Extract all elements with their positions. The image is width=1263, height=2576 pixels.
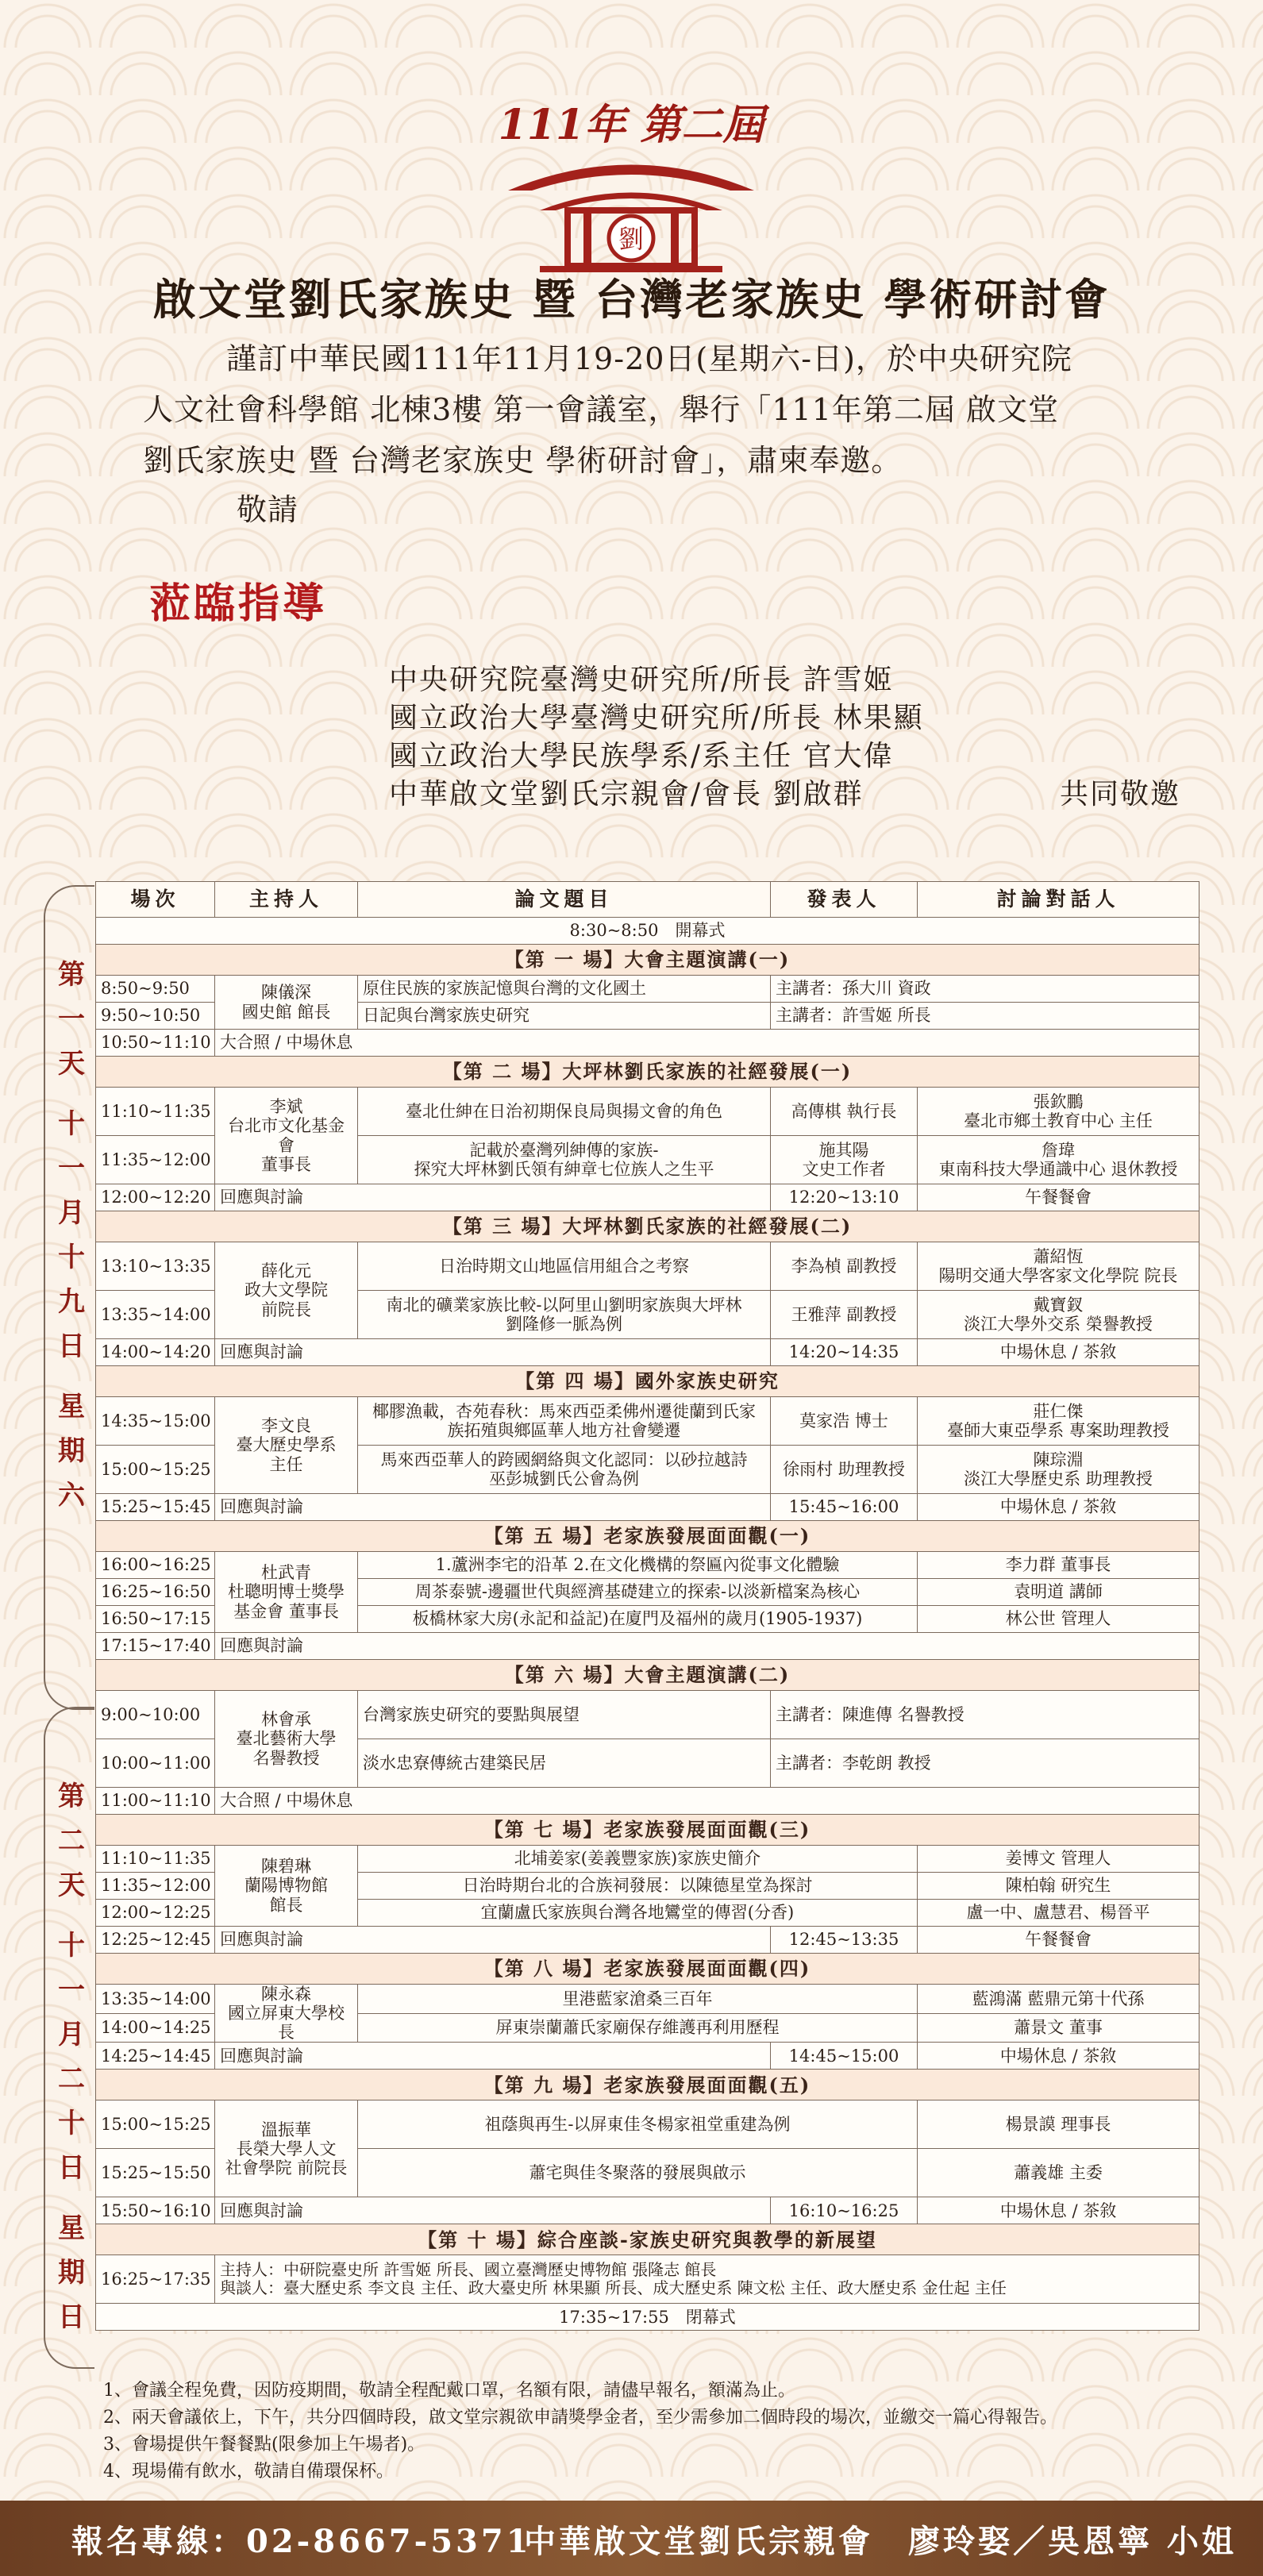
table-cell: 日治時期文山地區信用組合之考察 — [358, 1242, 771, 1291]
day-char: 期 — [58, 2257, 85, 2289]
day2-label — [56, 1774, 87, 2339]
day-char: 一 — [58, 1003, 85, 1035]
guest-1: 中央研究院臺灣史研究所/所長 許雪姬 — [389, 664, 894, 696]
day-char: 星 — [58, 1391, 85, 1423]
day-char: 一 — [58, 1153, 85, 1184]
day-char: 十 — [58, 2108, 85, 2139]
table-cell: 14:20~14:35 — [771, 1339, 918, 1366]
table-cell: 蕭義雄 主委 — [918, 2149, 1199, 2197]
table-cell: 屏東崇蘭蕭氏家廟保存維護再利用歷程 — [358, 2013, 918, 2043]
table-cell: 12:00~12:20 — [96, 1184, 215, 1211]
table-cell: 12:20~13:10 — [771, 1184, 918, 1211]
session-10: 【第 十 場】綜合座談-家族史研究與教學的新展望 — [96, 2224, 1199, 2255]
session-2: 【第 二 場】大坪林劉氏家族的社經發展(一) — [96, 1057, 1199, 1088]
day-char: 星 — [58, 2212, 85, 2244]
table-cell: 北埔姜家(姜義豐家族)家族史簡介 — [358, 1846, 918, 1873]
guest-4: 中華啟文堂劉氏宗親會/會長 劉啟群 — [389, 778, 864, 811]
table-cell: 高傳棋 執行長 — [771, 1088, 918, 1136]
col-host: 主持人 — [215, 882, 358, 918]
table-cell: 11:10~11:35 — [96, 1088, 215, 1136]
page-title: 啟文堂劉氏家族史 暨 台灣老家族史 學術研討會 — [152, 274, 1111, 325]
table-cell: 回應與討論 — [215, 2043, 771, 2070]
table-cell: 板橋林家大房(永記和益記)在廈門及福州的歲月(1905-1937) — [358, 1606, 918, 1633]
day-char: 十 — [58, 1242, 85, 1273]
table-cell: 日記與台灣家族史研究 — [358, 1003, 771, 1030]
table-cell: 藍鴻滿 藍鼎元第十代孫 — [918, 1985, 1199, 2014]
session-1: 【第 一 場】大會主題演講(一) — [96, 945, 1199, 976]
table-cell: 15:50~16:10 — [96, 2197, 215, 2224]
table-cell: 17:15~17:40 — [96, 1633, 215, 1660]
day-char: 日 — [58, 2301, 85, 2333]
table-cell: 12:00~12:25 — [96, 1900, 215, 1927]
intro-line-2: 人文社會科學館 北棟3樓 第一會議室，舉行「111年第二屆 啟文堂 — [143, 392, 1059, 427]
table-cell: 14:25~14:45 — [96, 2043, 215, 2070]
col-session: 場次 — [96, 882, 215, 918]
table-cell: 回應與討論 — [215, 1184, 771, 1211]
table-cell: 莊仁傑 臺師大東亞學系 專案助理教授 — [918, 1397, 1199, 1446]
table-cell: 淡水忠寮傳統古建築民居 — [358, 1739, 771, 1788]
table-cell: 9:50~10:50 — [96, 1003, 215, 1030]
table-cell: 李文良 臺大歷史學系 主任 — [215, 1397, 358, 1494]
table-cell: 11:35~12:00 — [96, 1873, 215, 1900]
day-char: 六 — [58, 1480, 85, 1511]
table-cell: 陳柏翰 研究生 — [918, 1873, 1199, 1900]
table-cell: 主講者：許雪姬 所長 — [771, 1003, 1199, 1030]
note-2: 2、兩天會議依上，下午，共分四個時段，啟文堂宗親欲申請獎學金者，至少需參加二個時段的場次，並繳交一篇心得報告。 — [103, 2408, 1058, 2428]
table-cell: 14:00~14:25 — [96, 2013, 215, 2043]
table-cell: 盧一中、盧慧君、楊晉平 — [918, 1900, 1199, 1927]
table-cell: 馬來西亞華人的跨國網絡與文化認同：以砂拉越詩 巫彭城劉氏公會為例 — [358, 1446, 771, 1494]
table-cell: 16:00~16:25 — [96, 1552, 215, 1579]
table-cell: 記載於臺灣列紳傳的家族- 探究大坪林劉氏領有紳章七位族人之生平 — [358, 1136, 771, 1184]
day-char: 第 — [58, 1781, 85, 1812]
day-char: 月 — [58, 2019, 85, 2050]
table-cell: 蕭紹恆 陽明交通大學客家文化學院 院長 — [918, 1242, 1199, 1291]
table-cell: 施其陽 文史工作者 — [771, 1136, 918, 1184]
table-cell: 16:50~17:15 — [96, 1606, 215, 1633]
note-1: 1、會議全程免費，因防疫期間，敬請全程配戴口罩，名額有限，請儘早報名，額滿為止。 — [103, 2381, 796, 2401]
table-cell: 回應與討論 — [215, 1494, 771, 1521]
col-paper: 論文題目 — [358, 882, 771, 918]
table-cell: 李斌 台北市文化基金會 董事長 — [215, 1088, 358, 1184]
day-char: 天 — [58, 1869, 85, 1901]
table-cell: 中場休息 / 茶敘 — [918, 2043, 1199, 2070]
session-8: 【第 八 場】老家族發展面面觀(四) — [96, 1954, 1199, 1985]
table-cell: 陳永森 國立屏東大學校長 — [215, 1985, 358, 2043]
table-cell: 大合照 / 中場休息 — [215, 1788, 1199, 1815]
table-cell: 溫振華 長榮大學人文 社會學院 前院長 — [215, 2100, 358, 2197]
table-cell: 詹瑋 東南科技大學通識中心 退休教授 — [918, 1136, 1199, 1184]
table-cell: 15:00~15:25 — [96, 1446, 215, 1494]
table-cell: 台灣家族史研究的要點與展望 — [358, 1691, 771, 1739]
note-4: 4、現場備有飲水，敬請自備環保杯。 — [103, 2462, 394, 2482]
intro-line-1: 謹訂中華民國111年11月19-20日(星期六-日)，於中央研究院 — [226, 341, 1072, 376]
day-char: 十 — [58, 1930, 85, 1962]
table-cell: 16:25~16:50 — [96, 1579, 215, 1606]
table-cell: 13:35~14:00 — [96, 1291, 215, 1339]
day-char — [56, 1908, 87, 1923]
table-cell: 11:00~11:10 — [96, 1788, 215, 1815]
schedule-table — [95, 881, 1199, 2331]
table-cell: 李力群 董事長 — [918, 1552, 1199, 1579]
table-cell: 中場休息 / 茶敘 — [918, 1339, 1199, 1366]
table-cell: 大合照 / 中場休息 — [215, 1030, 1199, 1057]
table-cell: 陳琮淵 淡江大學歷史系 助理教授 — [918, 1446, 1199, 1494]
table-cell: 南北的礦業家族比較-以阿里山劉明家族與大坪林 劉隆修一脈為例 — [358, 1291, 771, 1339]
table-cell: 1.蘆洲李宅的沿革 2.在文化機構的祭匾內從事文化體驗 — [358, 1552, 918, 1579]
logo-char: 劉 — [618, 224, 645, 254]
table-cell: 里港藍家滄桑三百年 — [358, 1985, 918, 2014]
table-cell: 9:00~10:00 — [96, 1691, 215, 1739]
table-cell: 11:10~11:35 — [96, 1846, 215, 1873]
day-char: 月 — [58, 1197, 85, 1229]
day-char — [56, 2190, 87, 2206]
session-6: 【第 六 場】大會主題演講(二) — [96, 1660, 1199, 1691]
joint-invite: 共同敬邀 — [1060, 778, 1181, 811]
table-cell: 16:25~17:35 — [96, 2255, 215, 2304]
table-cell: 10:00~11:00 — [96, 1739, 215, 1788]
table-cell: 戴寶釵 淡江大學外交系 榮譽教授 — [918, 1291, 1199, 1339]
table-cell: 宜蘭盧氏家族與台灣各地鸞堂的傳習(分香) — [358, 1900, 918, 1927]
table-cell: 林公世 管理人 — [918, 1606, 1199, 1633]
day1-label — [56, 953, 87, 1518]
closing-row: 17:35~17:55 閉幕式 — [96, 2304, 1199, 2331]
table-cell: 16:10~16:25 — [771, 2197, 918, 2224]
day-char: 九 — [58, 1286, 85, 1318]
table-cell: 袁明道 講師 — [918, 1579, 1199, 1606]
day-char: 日 — [58, 2152, 85, 2184]
table-cell: 回應與討論 — [215, 1927, 771, 1954]
table-cell: 周茶泰號-邊疆世代與經濟基礎建立的探索-以淡新檔案為核心 — [358, 1579, 918, 1606]
table-cell: 蕭景文 董事 — [918, 2013, 1199, 2043]
day-char: 第 — [58, 959, 85, 991]
table-header — [96, 882, 1199, 918]
session-9: 【第 九 場】老家族發展面面觀(五) — [96, 2070, 1199, 2100]
table-cell: 楊景謨 理事長 — [918, 2100, 1199, 2149]
table-cell: 祖蔭與再生-以屏東佳冬楊家祖堂重建為例 — [358, 2100, 918, 2149]
table-cell: 10:50~11:10 — [96, 1030, 215, 1057]
table-cell: 13:10~13:35 — [96, 1242, 215, 1291]
day-char: 一 — [58, 1974, 85, 2006]
table-cell: 主講者：李乾朗 教授 — [771, 1739, 1199, 1788]
day-char: 二 — [58, 2063, 85, 2095]
table-cell: 主講者：陳進傳 名譽教授 — [771, 1691, 1199, 1739]
guest-3: 國立政治大學民族學系/系主任 官大偉 — [389, 740, 894, 772]
guest-2: 國立政治大學臺灣史研究所/所長 林果顯 — [389, 702, 924, 734]
table-cell: 姜博文 管理人 — [918, 1846, 1199, 1873]
table-cell: 李為楨 副教授 — [771, 1242, 918, 1291]
table-cell: 杜武青 杜聰明博士獎學 基金會 董事長 — [215, 1552, 358, 1633]
table-cell: 15:25~15:45 — [96, 1494, 215, 1521]
day-char: 二 — [58, 1825, 85, 1857]
table-cell: 午餐餐會 — [918, 1927, 1199, 1954]
table-cell: 薛化元 政大文學院 前院長 — [215, 1242, 358, 1339]
day-char — [56, 1086, 87, 1102]
session-3: 【第 三 場】大坪林劉氏家族的社經發展(二) — [96, 1211, 1199, 1242]
session-7: 【第 七 場】老家族發展面面觀(三) — [96, 1815, 1199, 1846]
table-cell: 主講者：孫大川 資政 — [771, 976, 1199, 1003]
table-cell: 回應與討論 — [215, 1339, 771, 1366]
table-cell: 陳碧琳 蘭陽博物館 館長 — [215, 1846, 358, 1927]
day-char — [56, 1369, 87, 1384]
table-cell: 徐雨村 助理教授 — [771, 1446, 918, 1494]
guests-heading: 蒞臨指導 — [149, 580, 328, 628]
day-char: 期 — [58, 1435, 85, 1467]
notes — [103, 2378, 1057, 2486]
table-cell: 蕭宅與佳冬聚落的發展與啟示 — [358, 2149, 918, 2197]
table-cell: 椰膠漁載，杏苑春秋：馬來西亞柔佛州遷徙蘭到氏家 族拓殖與鄉區華人地方社會變遷 — [358, 1397, 771, 1446]
note-3: 3、會場提供午餐餐點(限參加上午場者)。 — [103, 2435, 425, 2455]
table-cell: 王雅萍 副教授 — [771, 1291, 918, 1339]
intro-line-4: 敬請 — [237, 492, 299, 527]
opening-row: 8:30~8:50 開幕式 — [96, 918, 1199, 945]
day-char: 天 — [58, 1048, 85, 1080]
table-cell: 張欽鵬 臺北市鄉土教育中心 主任 — [918, 1088, 1199, 1136]
table-cell: 15:45~16:00 — [771, 1494, 918, 1521]
day-char: 日 — [58, 1330, 85, 1362]
table-cell: 回應與討論 — [215, 2197, 771, 2224]
table-cell: 林會承 臺北藝術大學 名譽教授 — [215, 1691, 358, 1788]
edition-label: 111年 第二屆 — [498, 101, 764, 149]
organizer-contact: 中華啟文堂劉氏宗親會 廖玲娶／吳恩寧 小姐 — [524, 2523, 1237, 2560]
table-cell: 15:25~15:50 — [96, 2149, 215, 2197]
table-cell: 原住民族的家族記憶與台灣的文化國土 — [358, 976, 771, 1003]
table-cell: 莫家浩 博士 — [771, 1397, 918, 1446]
table-cell: 12:45~13:35 — [771, 1927, 918, 1954]
table-cell: 中場休息 / 茶敘 — [918, 2197, 1199, 2224]
table-cell: 15:00~15:25 — [96, 2100, 215, 2149]
table-cell: 14:45~15:00 — [771, 2043, 918, 2070]
col-discussant: 討論對話人 — [918, 882, 1199, 918]
session-4: 【第 四 場】國外家族史研究 — [96, 1366, 1199, 1397]
intro-line-3: 劉氏家族史 暨 台灣老家族史 學術研討會」，肅柬奉邀。 — [143, 443, 903, 478]
host: 陳儀深 國史館 館長 — [215, 976, 358, 1030]
footer-bar — [0, 2501, 1263, 2576]
event-emblem — [492, 91, 770, 286]
table-cell: 日治時期台北的合族祠發展：以陳德星堂為探討 — [358, 1873, 918, 1900]
table-cell: 12:25~12:45 — [96, 1927, 215, 1954]
day-char: 十 — [58, 1108, 85, 1140]
table-cell: 回應與討論 — [215, 1633, 1199, 1660]
hotline: 報名專線：02-8667-5371 — [71, 2523, 532, 2560]
session-5: 【第 五 場】老家族發展面面觀(一) — [96, 1521, 1199, 1552]
table-cell: 13:35~14:00 — [96, 1985, 215, 2014]
col-presenter: 發表人 — [771, 882, 918, 918]
table-cell: 14:00~14:20 — [96, 1339, 215, 1366]
table-cell: 午餐餐會 — [918, 1184, 1199, 1211]
table-cell: 11:35~12:00 — [96, 1136, 215, 1184]
table-cell: 8:50~9:50 — [96, 976, 215, 1003]
table-cell: 中場休息 / 茶敘 — [918, 1494, 1199, 1521]
table-cell: 臺北仕紳在日治初期保良局與揚文會的角色 — [358, 1088, 771, 1136]
table-cell: 主持人：中研院臺史所 許雪姬 所長、國立臺灣歷史博物館 張隆志 館長 與談人：臺大歷史系 李文良 主任、政大臺史所 林果顯 所長、成大歷史系 陳文松 主任、政大歷史系 金仕起 主任 — [215, 2255, 1199, 2304]
table-cell: 14:35~15:00 — [96, 1397, 215, 1446]
